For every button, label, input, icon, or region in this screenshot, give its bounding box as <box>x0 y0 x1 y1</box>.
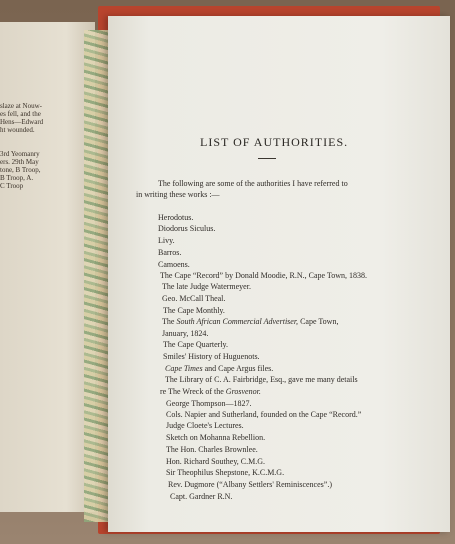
authority-item: Herodotus. <box>158 213 194 222</box>
authority-item: The South African Commercial Advertiser, Cape Town, <box>162 317 339 326</box>
authority-item: The Cape “Record” by Donald Moodie, R.N., Cape Town, 1838. <box>160 271 368 280</box>
authority-item: Rev. Dugmore (“Albany Settlers' Reminiscences”.) <box>168 480 332 489</box>
authority-item: Sir Theophilus Shepstone, K.C.M.G. <box>166 468 285 477</box>
authority-item: Cape Times and Cape Argus files. <box>165 364 274 373</box>
authority-item: Sketch on Mohanna Rebellion. <box>166 433 266 442</box>
authority-item: Diodorus Siculus. <box>158 224 216 233</box>
authority-item: George Thompson—1827. <box>166 399 252 408</box>
left-page <box>0 22 95 512</box>
authority-item: Capt. Gardner R.N. <box>170 492 233 501</box>
authority-item: Cols. Napier and Sutherland, founded on the Cape “Record.” <box>166 410 362 419</box>
authority-item: The Hon. Charles Brownlee. <box>166 445 258 454</box>
authority-item: Barros. <box>158 248 182 257</box>
title-rule <box>258 158 276 159</box>
authority-item: Geo. McCall Theal. <box>162 294 226 303</box>
authority-item: Judge Cloete's Lectures. <box>166 421 244 430</box>
intro-line-1: The following are some of the authorities I have referred to <box>158 179 348 188</box>
authority-item: January, 1824. <box>162 329 209 338</box>
left-page-text-block-2: 3rd Yeomanry ers. 29th May tone, B Troop, B Troop, A. C Troop <box>0 150 41 190</box>
left-page-text-block-1: slaze at Nouw- es fell, and the Hens—Edward ht wounded. <box>0 102 44 134</box>
authority-item: The Cape Quarterly. <box>163 340 229 349</box>
page-title: LIST OF AUTHORITIES. <box>200 135 349 149</box>
authority-item: The late Judge Watermeyer. <box>162 282 251 291</box>
authority-item: re The Wreck of the Grosvenor. <box>160 387 261 396</box>
authority-item: The Library of C. A. Fairbridge, Esq., gave me many details <box>165 375 358 384</box>
authority-item: Livy. <box>158 236 175 245</box>
authority-item: Smiles' History of Huguenots. <box>163 352 260 361</box>
authority-item: Camoens. <box>158 260 190 269</box>
authority-item: The Cape Monthly. <box>163 306 225 315</box>
authority-item: Hon. Richard Southey, C.M.G. <box>166 457 266 466</box>
intro-line-2: in writing these works :— <box>136 190 220 199</box>
